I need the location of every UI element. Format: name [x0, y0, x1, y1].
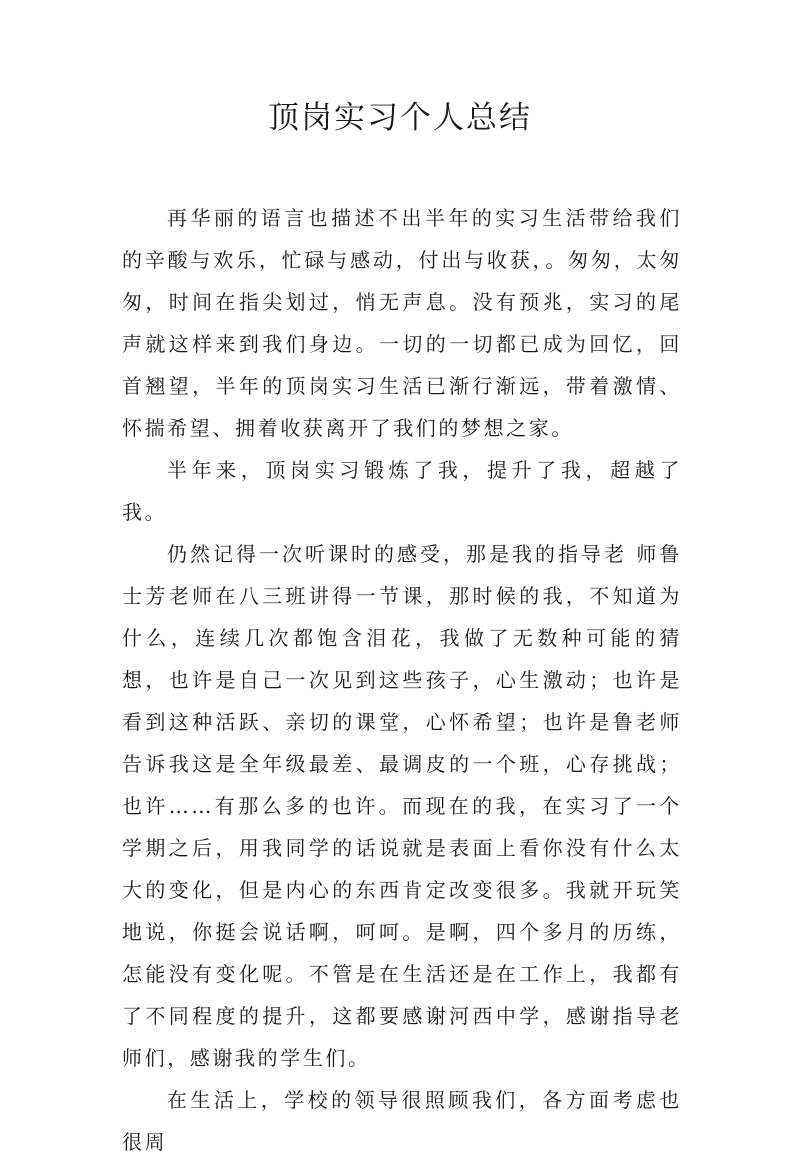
paragraph-2: 半年来，顶岗实习锻炼了我，提升了我，超越了我。 — [122, 458, 682, 524]
paragraph-1: 再华丽的语言也描述不出半年的实习生活带给我们的辛酸与欢乐，忙碌与感动，付出与收获，。匆匆，太匆匆，时间在指尖划过，悄无声息。没有预兆，实习的尾声就这样来到我们身边。一切的一切都已成为回忆，回首翘望，半年的顶岗实习生活已渐行渐远，带着激情、怀揣希望、拥着收获离开了我们的梦想之家。 — [122, 206, 682, 440]
paragraph-4: 在生活上，学校的领导很照顾我们，各方面考虑也很周 — [122, 1088, 682, 1154]
paragraph-3: 仍然记得一次听课时的感受，那是我的指导老 师鲁士芳老师在八三班讲得一节课，那时候的我，不知道为什么，连续几次都饱含泪花，我做了无数种可能的猜想，也许是自己一次见到这些孩子，心生激动；也许是看到这种活跃、亲切的课堂，心怀希望；也许是鲁老师告诉我这是全年级最差、最调皮的一个班，心存挑战；也许……有那么多的也许。而现在的我，在实习了一个学期之后，用我同学的话说就是表面上看你没有什么太大的变化，但是内心的东西肯定改变很多。我就开玩笑地说，你挺会说话啊，呵呵。是啊，四个多月的历练，怎能没有变化呢。不管是在生活还是在工作上，我都有了不同程度的提升，这都要感谢河西中学，感谢指导老师们，感谢我的学生们。 — [122, 542, 682, 1070]
document-title: 顶岗实习个人总结 — [268, 100, 532, 136]
document-body — [122, 197, 682, 1163]
